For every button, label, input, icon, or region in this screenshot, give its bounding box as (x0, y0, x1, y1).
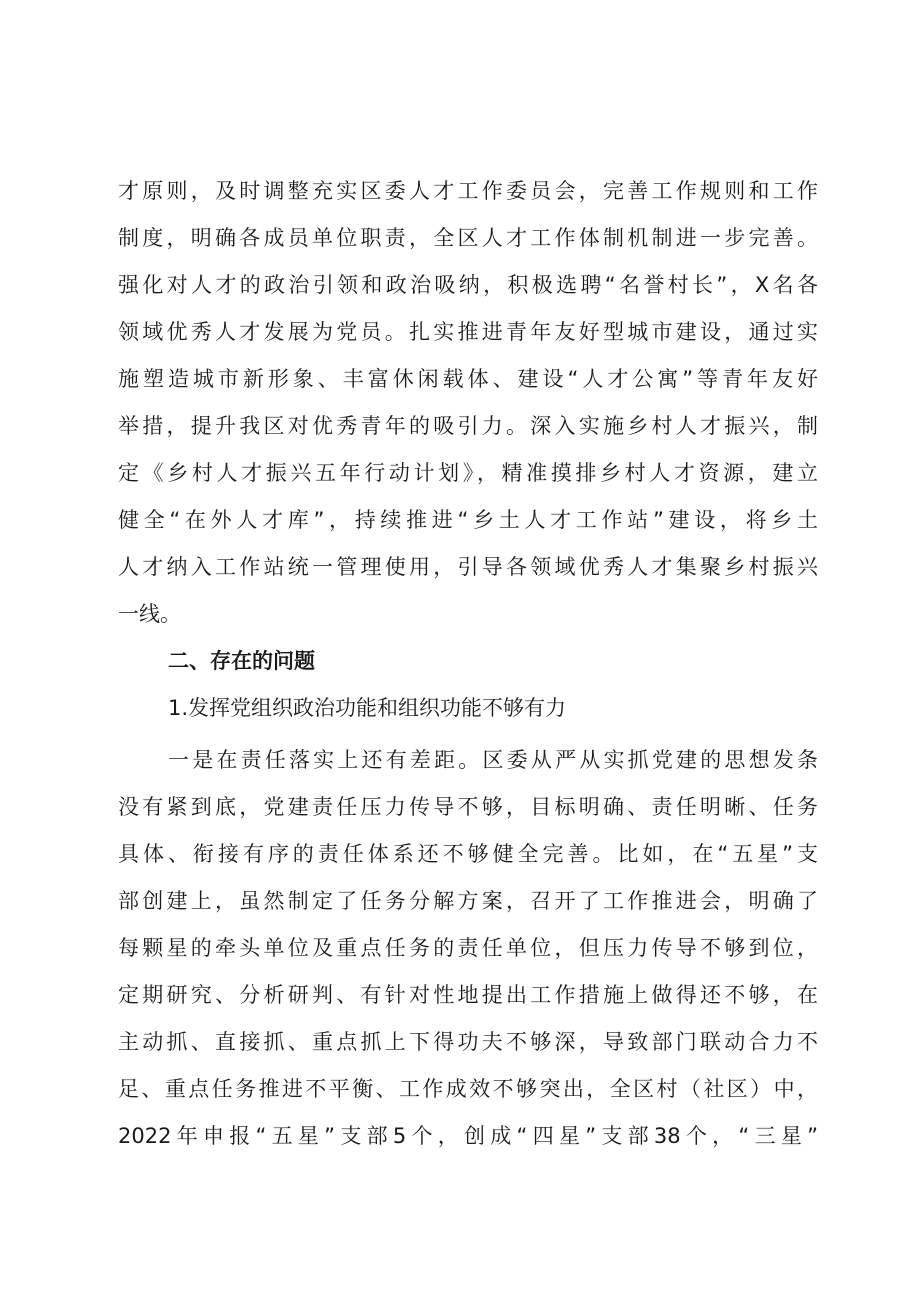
paragraph-line: 一线。 (118, 602, 181, 626)
paragraph-line: 具体、衔接有序的责任体系还不够健全完善。比如，在“五星”支 (118, 842, 818, 866)
sub-heading: 1.发挥党组织政治功能和组织功能不够有力 (168, 696, 567, 720)
section-heading: 二、存在的问题 (168, 649, 315, 673)
paragraph-line: 定期研究、分析研判、有针对性地提出工作措施上做得还不够，在 (118, 983, 818, 1007)
paragraph-line: 健全“在外人才库”，持续推进“乡土人才工作站”建设，将乡土 (118, 508, 818, 532)
paragraph-line: 人才纳入工作站统一管理使用，引导各领域优秀人才集聚乡村振兴 (118, 555, 818, 579)
paragraph-line: 才原则，及时调整充实区委人才工作委员会，完善工作规则和工作 (118, 179, 818, 203)
paragraph-line: 领域优秀人才发展为党员。扎实推进青年友好型城市建设，通过实 (118, 320, 818, 344)
paragraph-line: 定《乡村人才振兴五年行动计划》，精准摸排乡村人才资源，建立 (118, 461, 818, 485)
paragraph-line: 没有紧到底，党建责任压力传导不够，目标明确、责任明晰、任务 (118, 795, 818, 819)
paragraph-line: 部创建上，虽然制定了任务分解方案，召开了工作推进会，明确了 (118, 889, 818, 913)
paragraph-line: 2022年申报“五星”支部5个，创成“四星”支部38个，“三星” (118, 1124, 818, 1148)
paragraph-line: 强化对人才的政治引领和政治吸纳，积极选聘“名誉村长”，X名各 (118, 273, 818, 297)
paragraph-line: 每颗星的牵头单位及重点任务的责任单位，但压力传导不够到位， (118, 936, 818, 960)
paragraph-line: 主动抓、直接抓、重点抓上下得功夫不够深，导致部门联动合力不 (118, 1030, 818, 1054)
paragraph-line: 施塑造城市新形象、丰富休闲载体、建设“人才公寓”等青年友好 (118, 367, 818, 391)
paragraph-line: 制度，明确各成员单位职责，全区人才工作体制机制进一步完善。 (118, 226, 818, 250)
paragraph-line: 举措，提升我区对优秀青年的吸引力。深入实施乡村人才振兴，制 (118, 414, 818, 438)
paragraph-line: 一是在责任落实上还有差距。区委从严从实抓党建的思想发条 (168, 748, 818, 772)
paragraph-line: 足、重点任务推进不平衡、工作成效不够突出，全区村（社区）中， (118, 1077, 818, 1101)
